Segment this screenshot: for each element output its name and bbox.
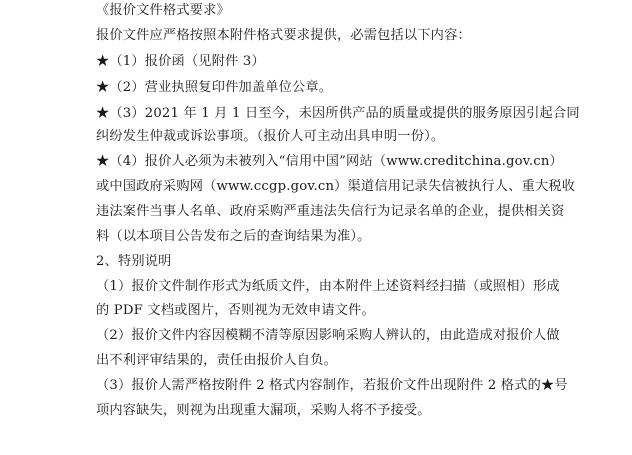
text-line: 料（以本项目公告发布之后的查询结果为准）。	[96, 229, 371, 244]
text-line: ★（4）报价人必须为未被列入“信用中国”网站（www.creditchina.gov.cn）	[96, 154, 563, 169]
text-line: 或中国政府采购网（www.ccgp.gov.cn）渠道信用记录失信被执行人、重大税收	[96, 179, 576, 194]
text-line: ★（3）2021 年 1 月 1 日至今，未因所供产品的质量或提供的服务原因引起合同	[96, 106, 580, 121]
section-heading: 2、特别说明	[96, 254, 172, 269]
text-line: （1）报价文件制作形式为纸质文件，由本附件上述资料经扫描（或照相）形成	[96, 279, 560, 294]
text-line: 纠纷发生仲裁或诉讼事项。（报价人可主动出具申明一份）。	[96, 129, 445, 144]
text-line: 的 PDF 文档或图片，否则视为无效申请文件。	[96, 303, 375, 318]
text-line: 出不利评审结果的，责任由报价人自负。	[96, 353, 337, 368]
text-line: ★（2）营业执照复印件加盖单位公章。	[96, 80, 333, 95]
text-line: ★（1）报价函（见附件 3）	[96, 54, 265, 69]
document-heading: 《报价文件格式要求》	[96, 3, 230, 18]
text-line: 项内容缺失，则视为出现重大漏项，采购人将不予接受。	[96, 403, 431, 418]
text-line: 违法案件当事人名单、政府采购严重违法失信行为记录名单的企业，提供相关资	[96, 204, 565, 219]
text-line: （3）报价人需严格按附件 2 格式内容制作，若报价文件出现附件 2 格式的★号	[96, 378, 568, 393]
text-line: （2）报价文件内容因模糊不清等原因影响采购人辨认的，由此造成对报价人做	[96, 328, 560, 343]
text-line: 报价文件应严格按照本附件格式要求提供，必需包括以下内容：	[96, 28, 471, 43]
